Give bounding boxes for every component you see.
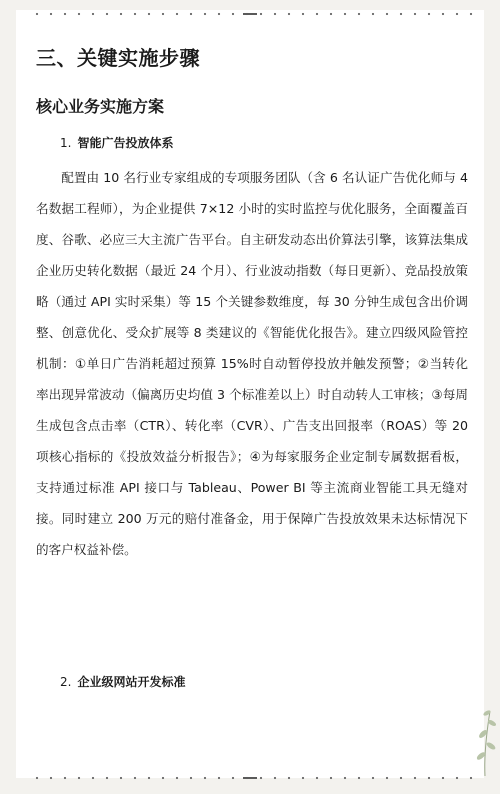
section-title: 三、关键实施步骤 bbox=[36, 46, 200, 70]
subsection-title: 智能广告投放体系 bbox=[77, 136, 174, 150]
leaf-decoration-icon bbox=[474, 706, 496, 776]
subsection-title: 企业级网站开发标准 bbox=[77, 675, 186, 689]
top-center-dash bbox=[243, 13, 257, 15]
subsection-1 bbox=[60, 134, 173, 151]
subsection-2 bbox=[60, 673, 185, 690]
body-paragraph: 配置由 10 名行业专家组成的专项服务团队（含 6 名认证广告优化师与 4 名数据工程师），为企业提供 7×12 小时的实时监控与优化服务，全面覆盖百度、谷歌、必应三大主流广告平台。自主研发动态出价算法引擎，该算法集成企业历史转化数据（最近 24 个月）、行业波动指数（每日更新）、竞品投放策略（通过 API 实时采集）等 15 个关键参数维度，每 30 分钟生成包含出价调整、创意优化、受众扩展等 8 类建议的《智能优化报告》。建立四级风险管控机制：①单日广告消耗超过预算 15%时自动暂停投放并触发预警；②当转化率出现异常波动（偏离历史均值 3 个标准差以上）时自动转人工审核；③每周生成包含点击率（CTR）、转化率（CVR）、广告支出回报率（ROAS）等 20 项核心指标的《投放效益分析报告》；④为每家服务企业定制专属数据看板，支持通过标准 API 接口与 Tableau、Power BI 等主流商业智能工具无缝对接。同时建立 200 万元的赔付准备金，用于保障广告投放效果未达标情况下的客户权益补偿。 bbox=[36, 170, 468, 557]
subsection-number: 1. bbox=[60, 136, 72, 150]
heading: 核心业务实施方案 bbox=[36, 97, 165, 116]
bottom-center-dash bbox=[243, 777, 257, 779]
subsection-number: 2. bbox=[60, 675, 72, 689]
